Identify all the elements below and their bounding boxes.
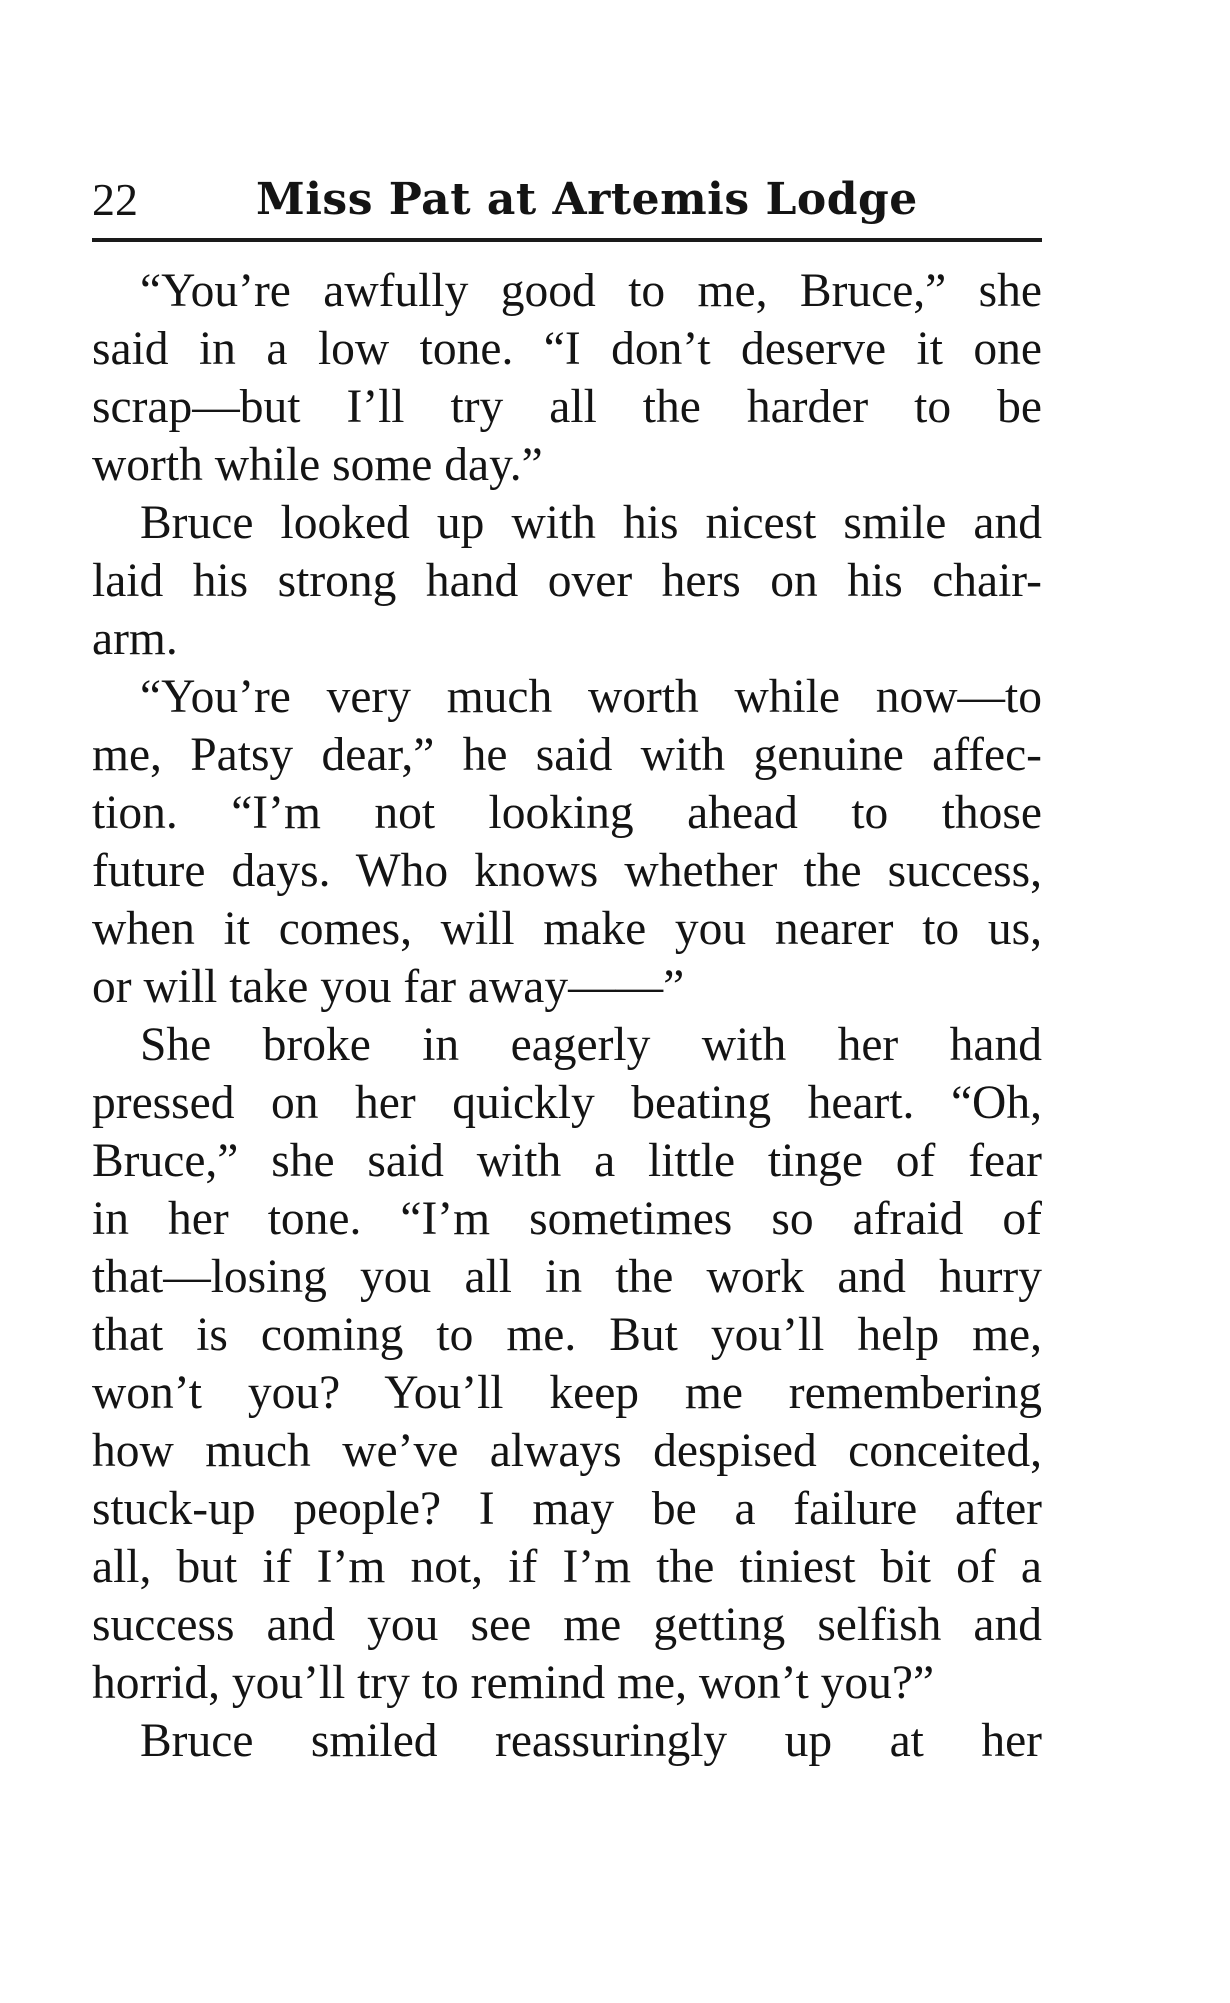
text-line: that is coming to me. But you’ll help me, bbox=[92, 1309, 1042, 1361]
text-line: me, Patsy dear,” he said with genuine affec- bbox=[92, 729, 1042, 781]
text-line: Bruce,” she said with a little tinge of fear bbox=[92, 1135, 1042, 1187]
text-line: that—losing you all in the work and hurry bbox=[92, 1251, 1042, 1303]
text-line: “You’re awfully good to me, Bruce,” she bbox=[140, 265, 1042, 317]
text-line: Bruce looked up with his nicest smile and bbox=[140, 497, 1042, 549]
text-line: or will take you far away——” bbox=[92, 961, 685, 1013]
text-line: stuck-up people? I may be a failure after bbox=[92, 1483, 1042, 1535]
text-line: arm. bbox=[92, 613, 178, 665]
text-line: how much we’ve always despised conceited, bbox=[92, 1425, 1042, 1477]
text-line: scrap—but I’ll try all the harder to be bbox=[92, 381, 1042, 433]
text-line: Bruce smiled reassuringly up at her bbox=[140, 1715, 1042, 1767]
page-number: 22 bbox=[92, 174, 138, 225]
text-line: future days. Who knows whether the success, bbox=[92, 845, 1042, 897]
text-line: pressed on her quickly beating heart. “Oh, bbox=[92, 1077, 1042, 1129]
running-head bbox=[92, 168, 1042, 242]
book-title: Miss Pat at Artemis Lodge bbox=[256, 174, 918, 225]
text-line: all, but if I’m not, if I’m the tiniest bit of a bbox=[92, 1541, 1042, 1593]
text-line: She broke in eagerly with her hand bbox=[140, 1019, 1042, 1071]
text-line: when it comes, will make you nearer to us, bbox=[92, 903, 1042, 955]
text-line: laid his strong hand over hers on his chair- bbox=[92, 555, 1042, 607]
text-line: worth while some day.” bbox=[92, 439, 543, 491]
book-page bbox=[92, 168, 1042, 1770]
body-text bbox=[92, 262, 1042, 1770]
text-line: said in a low tone. “I don’t deserve it one bbox=[92, 323, 1042, 375]
text-line: in her tone. “I’m sometimes so afraid of bbox=[92, 1193, 1042, 1245]
text-line: horrid, you’ll try to remind me, won’t you?” bbox=[92, 1657, 935, 1709]
text-line: tion. “I’m not looking ahead to those bbox=[92, 787, 1042, 839]
text-line: won’t you? You’ll keep me remembering bbox=[92, 1367, 1042, 1419]
text-line: “You’re very much worth while now—to bbox=[140, 671, 1042, 723]
text-line: success and you see me getting selfish and bbox=[92, 1599, 1042, 1651]
